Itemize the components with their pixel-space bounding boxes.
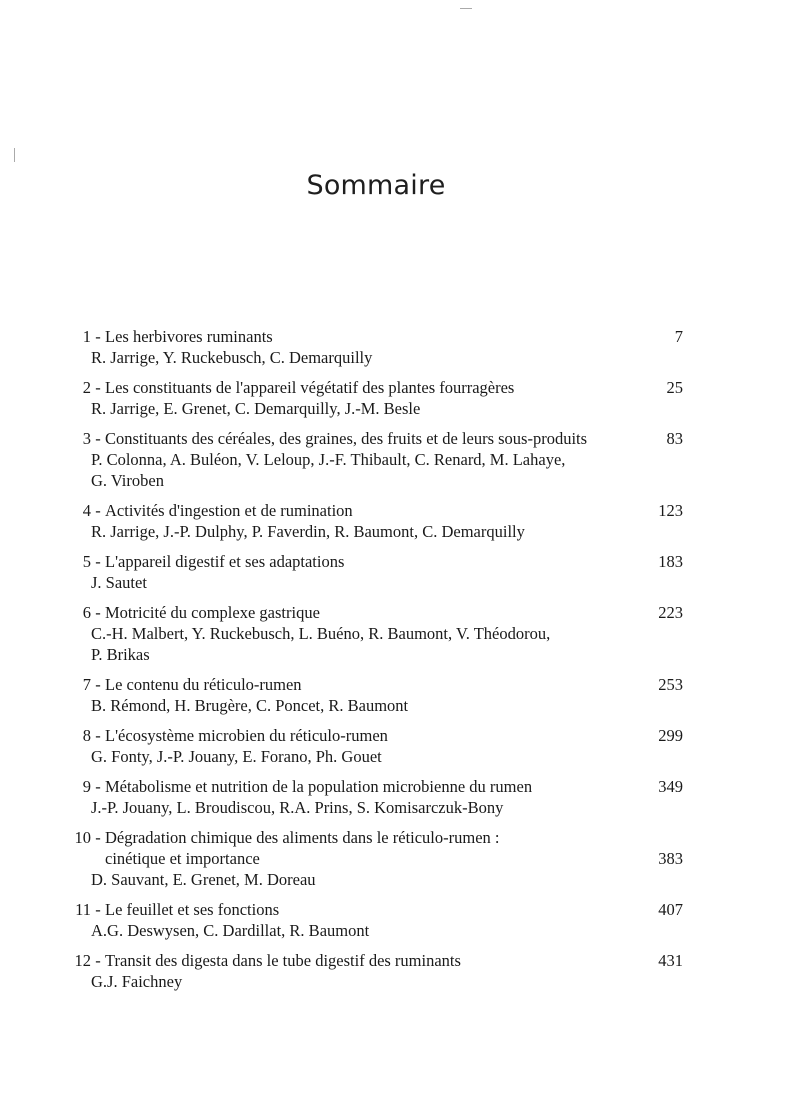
scan-mark — [14, 148, 15, 162]
chapter-authors: B. Rémond, H. Brugère, C. Poncet, R. Baumont — [91, 696, 409, 715]
chapter-authors: J.-P. Jouany, L. Broudiscou, R.A. Prins, S. Komisarczuk-Bony — [91, 798, 504, 817]
separator: - — [95, 552, 101, 571]
toc-entry — [55, 500, 683, 542]
page-number: 25 — [666, 378, 683, 397]
toc-title-line — [55, 950, 683, 971]
toc-title-line — [55, 674, 683, 695]
page-number: 431 — [658, 951, 683, 970]
page-number: 183 — [658, 552, 683, 571]
separator: - — [95, 501, 101, 520]
chapter-number: 12 — [74, 951, 91, 970]
page-number: 223 — [658, 603, 683, 622]
chapter-number: 4 — [82, 501, 91, 520]
chapter-title: Le feuillet et ses fonctions — [105, 900, 280, 919]
chapter-authors: P. Brikas — [91, 645, 150, 664]
chapter-title: Métabolisme et nutrition de la population microbienne du rumen — [105, 777, 533, 796]
chapter-authors: J. Sautet — [91, 573, 147, 592]
toc-entry — [55, 428, 683, 491]
toc-entry — [55, 725, 683, 767]
chapter-title: Les herbivores ruminants — [105, 327, 273, 346]
toc-entry — [55, 827, 683, 890]
page-number: 407 — [658, 900, 683, 919]
chapter-title: Transit des digesta dans le tube digestif des ruminants — [105, 951, 461, 970]
chapter-authors: P. Colonna, A. Buléon, V. Leloup, J.-F. Thibault, C. Renard, M. Lahaye, — [91, 450, 566, 469]
page-number: 383 — [658, 849, 683, 868]
chapter-number: 8 — [82, 726, 91, 745]
chapter-number: 10 — [74, 828, 91, 847]
separator: - — [95, 951, 101, 970]
toc-title-line — [55, 500, 683, 521]
separator: - — [95, 429, 101, 448]
toc-entry — [55, 950, 683, 992]
toc-title-line — [55, 551, 683, 572]
toc-entry — [55, 602, 683, 665]
toc-title-line — [55, 428, 683, 449]
chapter-number: 9 — [82, 777, 91, 796]
chapter-number: 1 — [82, 327, 91, 346]
toc-entry — [55, 674, 683, 716]
chapter-authors: C.-H. Malbert, Y. Ruckebusch, L. Buéno, R. Baumont, V. Théodorou, — [91, 624, 551, 643]
toc-title-line — [55, 848, 683, 869]
chapter-authors: R. Jarrige, E. Grenet, C. Demarquilly, J.-M. Besle — [91, 399, 421, 418]
page-number: 349 — [658, 777, 683, 796]
chapter-number: 11 — [75, 900, 91, 919]
page-number: 7 — [674, 327, 683, 346]
chapter-title: L'écosystème microbien du réticulo-rumen — [105, 726, 388, 745]
chapter-authors: G. Viroben — [91, 471, 164, 490]
toc-entry — [55, 326, 683, 368]
separator: - — [95, 726, 101, 745]
separator: - — [95, 828, 101, 847]
chapter-title: Motricité du complexe gastrique — [105, 603, 320, 622]
toc-title-line — [55, 776, 683, 797]
toc-title-line — [55, 827, 683, 848]
chapter-title: Les constituants de l'appareil végétatif des plantes fourragères — [105, 378, 515, 397]
separator: - — [95, 900, 101, 919]
chapter-authors: G. Fonty, J.-P. Jouany, E. Forano, Ph. Gouet — [91, 747, 382, 766]
toc-entry — [55, 899, 683, 941]
chapter-number: 7 — [82, 675, 91, 694]
chapter-title: Dégradation chimique des aliments dans le réticulo-rumen : — [105, 828, 500, 847]
chapter-authors: R. Jarrige, J.-P. Dulphy, P. Faverdin, R. Baumont, C. Demarquilly — [91, 522, 525, 541]
toc-title-line — [55, 602, 683, 623]
toc-title-line — [55, 377, 683, 398]
toc-entry — [55, 776, 683, 818]
chapter-title: cinétique et importance — [105, 849, 260, 868]
chapter-number: 2 — [82, 378, 91, 397]
toc-entry — [55, 377, 683, 419]
separator: - — [95, 378, 101, 397]
chapter-title: Constituants des céréales, des graines, des fruits et de leurs sous-produits — [105, 429, 588, 448]
scan-mark — [460, 8, 472, 9]
chapter-number: 6 — [82, 603, 91, 622]
page-number: 299 — [658, 726, 683, 745]
chapter-number: 3 — [82, 429, 91, 448]
chapter-title: L'appareil digestif et ses adaptations — [105, 552, 345, 571]
toc-title-line — [55, 899, 683, 920]
chapter-authors: R. Jarrige, Y. Ruckebusch, C. Demarquilly — [91, 348, 373, 367]
separator: - — [95, 327, 101, 346]
toc-title-line — [55, 326, 683, 347]
chapter-title: Le contenu du réticulo-rumen — [105, 675, 302, 694]
chapter-authors: D. Sauvant, E. Grenet, M. Doreau — [91, 870, 316, 889]
page-number: 123 — [658, 501, 683, 520]
separator: - — [95, 777, 101, 796]
chapter-authors: G.J. Faichney — [91, 972, 183, 991]
chapter-authors: A.G. Deswysen, C. Dardillat, R. Baumont — [91, 921, 370, 940]
page-title: Sommaire — [306, 170, 446, 202]
separator: - — [95, 603, 101, 622]
chapter-number: 5 — [82, 552, 91, 571]
toc-title-line — [55, 725, 683, 746]
separator: - — [95, 675, 101, 694]
page-number: 253 — [658, 675, 683, 694]
page-number: 83 — [666, 429, 683, 448]
table-of-contents — [55, 326, 683, 1001]
toc-entry — [55, 551, 683, 593]
chapter-title: Activités d'ingestion et de rumination — [105, 501, 353, 520]
